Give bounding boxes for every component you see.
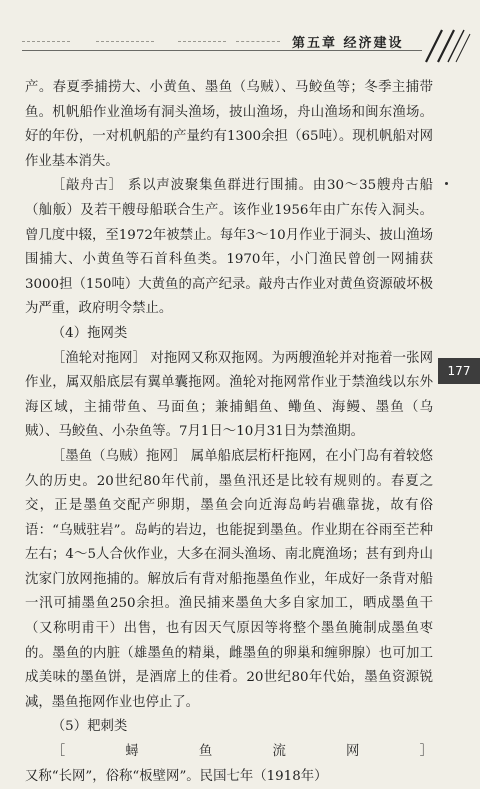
heading-text: （5）耙刺类: [51, 719, 128, 735]
header-rule: [22, 50, 422, 51]
term-label: ［渔轮对拖网］: [51, 350, 147, 366]
margin-mark: [445, 182, 448, 185]
paragraph-text: 对拖网又称双拖网。为两艘渔轮并对拖着一张网作业，属双船底层有翼单囊拖网。渔轮对拖网常作业于禁渔线以东外海区域，主捕带鱼、马面鱼；兼捕鲳鱼、鳓鱼、海鳗、墨鱼（乌贼）、马鲛鱼、小杂鱼等。7月1日～10月31日为禁渔期。: [25, 350, 433, 440]
paragraph-text: 又称“长网”，俗称“板壁网”。民国七年（1918年）: [25, 768, 328, 784]
term-label: ［蟳鱼流网］: [51, 744, 433, 760]
term-label: ［敲舟古］: [51, 178, 123, 194]
header-dash: [178, 41, 226, 42]
page-number-tab: 177: [438, 358, 480, 384]
body-text: [25, 76, 433, 789]
paragraph: [25, 174, 433, 322]
header-dash: [96, 41, 154, 42]
heading-text: （4）拖网类: [51, 325, 128, 341]
paragraph: [25, 76, 433, 174]
paragraph: [25, 445, 433, 716]
section-heading: [25, 715, 433, 740]
chapter-title: 第五章 经济建设: [292, 36, 404, 51]
header-dash: [22, 41, 70, 42]
paragraph-text: 产。春夏季捕捞大、小黄鱼、墨鱼（乌贼）、马鲛鱼等；冬季主捕带鱼。机帆船作业渔场有洞头渔场，披山渔场，舟山渔场和闽东渔场。好的年份，一对机帆船的产量约有1300余担（65吨）。现机帆船对网作业基本消失。: [25, 80, 433, 169]
running-header: [0, 0, 480, 70]
paragraph: [25, 740, 433, 789]
paragraph: [25, 347, 433, 445]
decorative-slashes-icon: [412, 24, 472, 64]
header-dash: [236, 41, 280, 42]
term-label: ［墨鱼（乌贼）拖网］: [51, 448, 187, 464]
section-heading: [25, 322, 433, 347]
paragraph-text: 属单船底层桁杆拖网，在小门岛有着较悠久的历史。20世纪80年代前，墨鱼汛还是比较有规则的。春夏之交，正是墨鱼交配产卵期，墨鱼会向近海岛屿岩礁靠拢，故有俗语：“乌贼驻岩”。岛屿的岩边，也能捉到墨鱼。作业期在谷雨至芒种左右；4～5人合伙作业，大多在洞头渔场、南北麂渔场；甚有到舟山沈家门放网拖捕的。解放后有背对船拖墨鱼作业，年成好一条背对船一汛可捕墨鱼250余担。渔民捕来墨鱼大多自家加工，晒成墨鱼干（又称明甫干）出售，也有因天气原因等将整个墨鱼腌制成墨鱼枣的。墨鱼的内脏（雄墨鱼的精巢，雌墨鱼的卵巢和缠卵腺）也可加工成美味的墨鱼饼，是酒席上的佳肴。20世纪80年代始，墨鱼资源锐减，墨鱼拖网作业也停止了。: [25, 448, 433, 710]
paragraph-text: 系以声波聚集鱼群进行围捕。由30～35艘舟古船（舢舨）及若干艘母船联合生产。该作业1956年由广东传入洞头。曾几度中辍，至1972年被禁止。每年3～10月作业于洞头、披山渔场围捕大、小黄鱼等石首科鱼类。1970年，小门渔民曾创一网捕获3000担（150吨）大黄鱼的高产纪录。敲舟古作业对黄鱼资源破坏极为严重，政府明令禁止。: [25, 178, 434, 317]
